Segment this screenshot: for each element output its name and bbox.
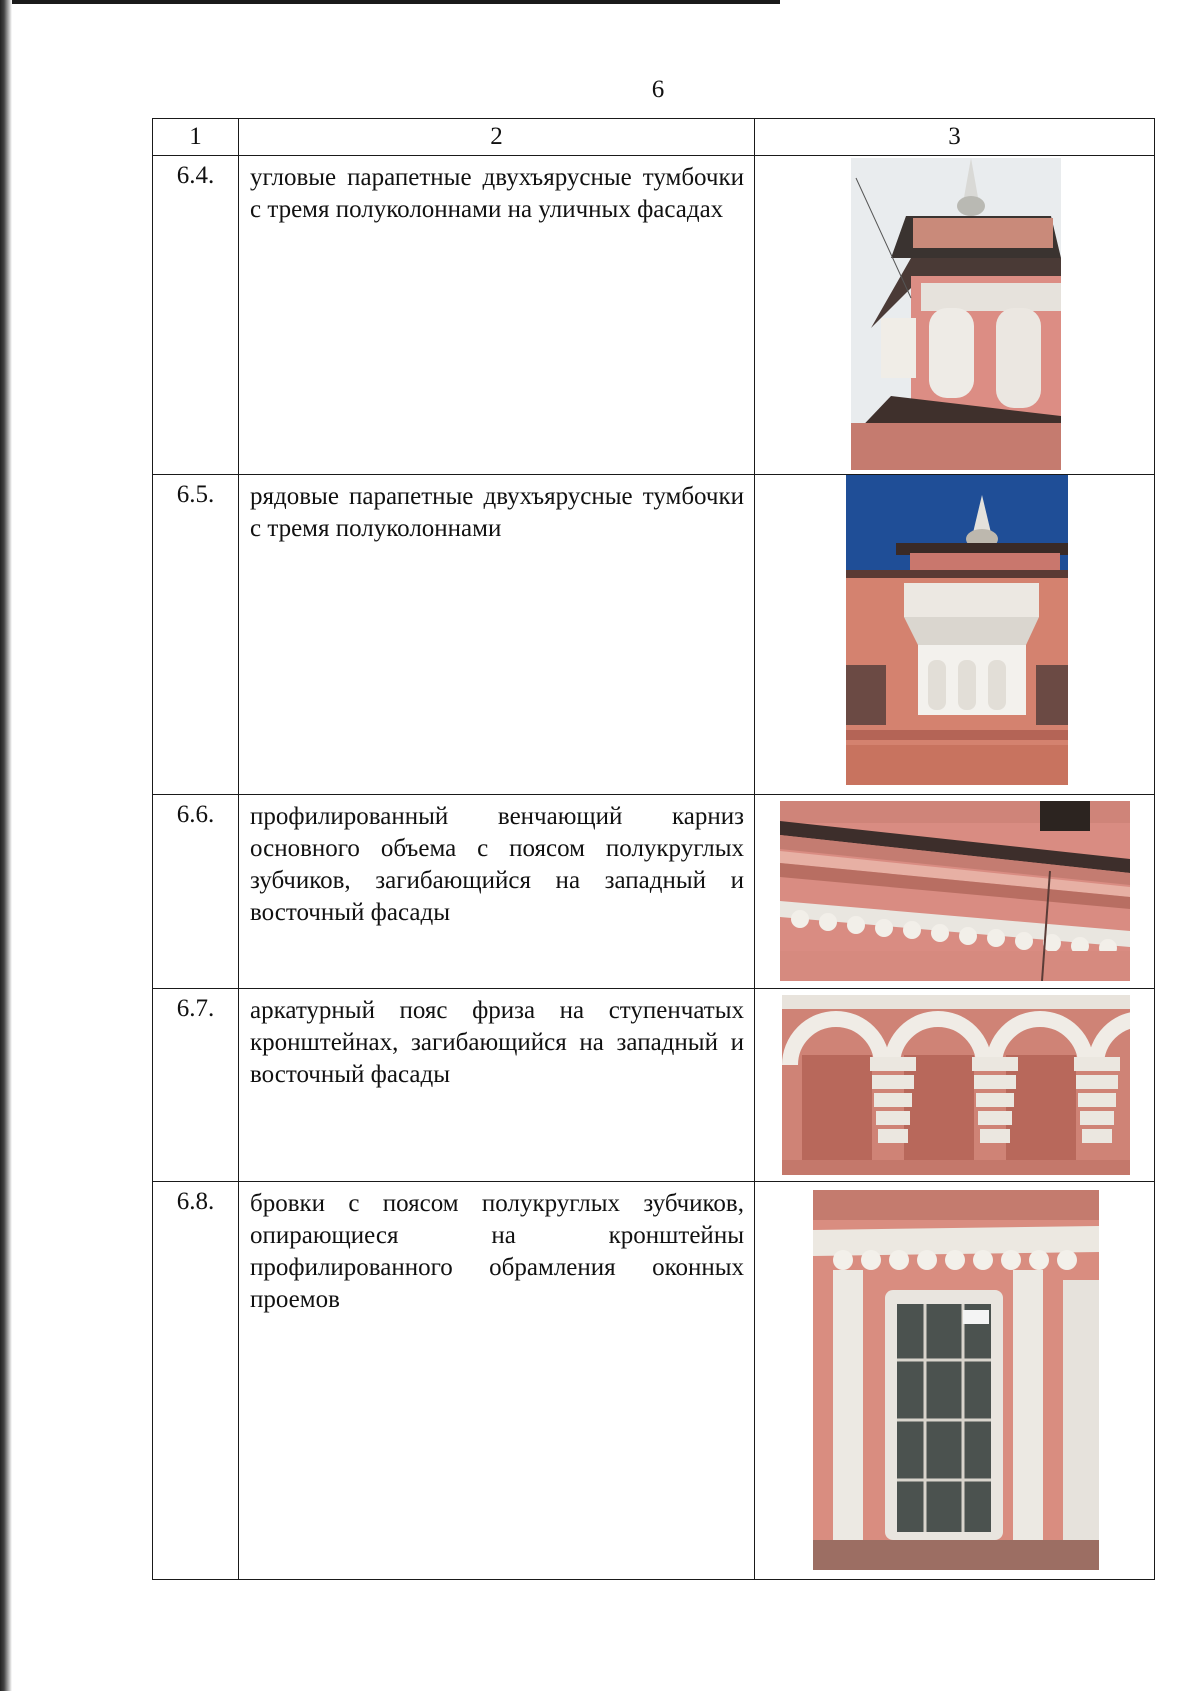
row-number: 6.8. [153,1182,239,1580]
table-row [153,1182,1155,1580]
row-description: профилированный венчающий карниз основного объема с поясом полукруглых зубчиков, загибающийся на западный и восточный фасады [239,795,755,989]
row-photo-cell [755,989,1155,1182]
row-photo-cell [755,795,1155,989]
page-number: 6 [651,76,665,103]
row-parapet-pedestal-photo [846,475,1068,785]
row-number: 6.5. [153,475,239,795]
table-row [153,475,1155,795]
corner-parapet-pedestal-photo [851,158,1061,470]
row-description: бровки с поясом полукруглых зубчиков, опирающиеся на кронштейны профилированного обрамления оконных проемов [239,1182,755,1580]
monument-elements-table [152,118,1155,1580]
header-col-3: 3 [755,119,1155,156]
row-number: 6.6. [153,795,239,989]
table-row [153,989,1155,1182]
row-number: 6.4. [153,156,239,475]
row-photo-cell [755,475,1155,795]
header-col-1: 1 [153,119,239,156]
scan-top-edge [0,0,780,4]
table-row [153,156,1155,475]
row-description: угловые парапетные двухъярусные тумбочки с тремя полуколоннами на уличных фасадах [239,156,755,475]
row-photo-cell [755,1182,1155,1580]
header-col-2: 2 [239,119,755,156]
window-brow-photo [813,1190,1099,1570]
row-number: 6.7. [153,989,239,1182]
row-description: рядовые парапетные двухъярусные тумбочки с тремя полуколоннами [239,475,755,795]
row-description: аркатурный пояс фриза на ступенчатых кронштейнах, загибающийся на западный и восточный фасады [239,989,755,1182]
table-header-row [153,119,1155,156]
row-photo-cell [755,156,1155,475]
crowning-cornice-photo [780,801,1130,981]
scan-left-edge [0,0,12,1691]
table-row [153,795,1155,989]
arcature-frieze-photo [782,995,1130,1175]
